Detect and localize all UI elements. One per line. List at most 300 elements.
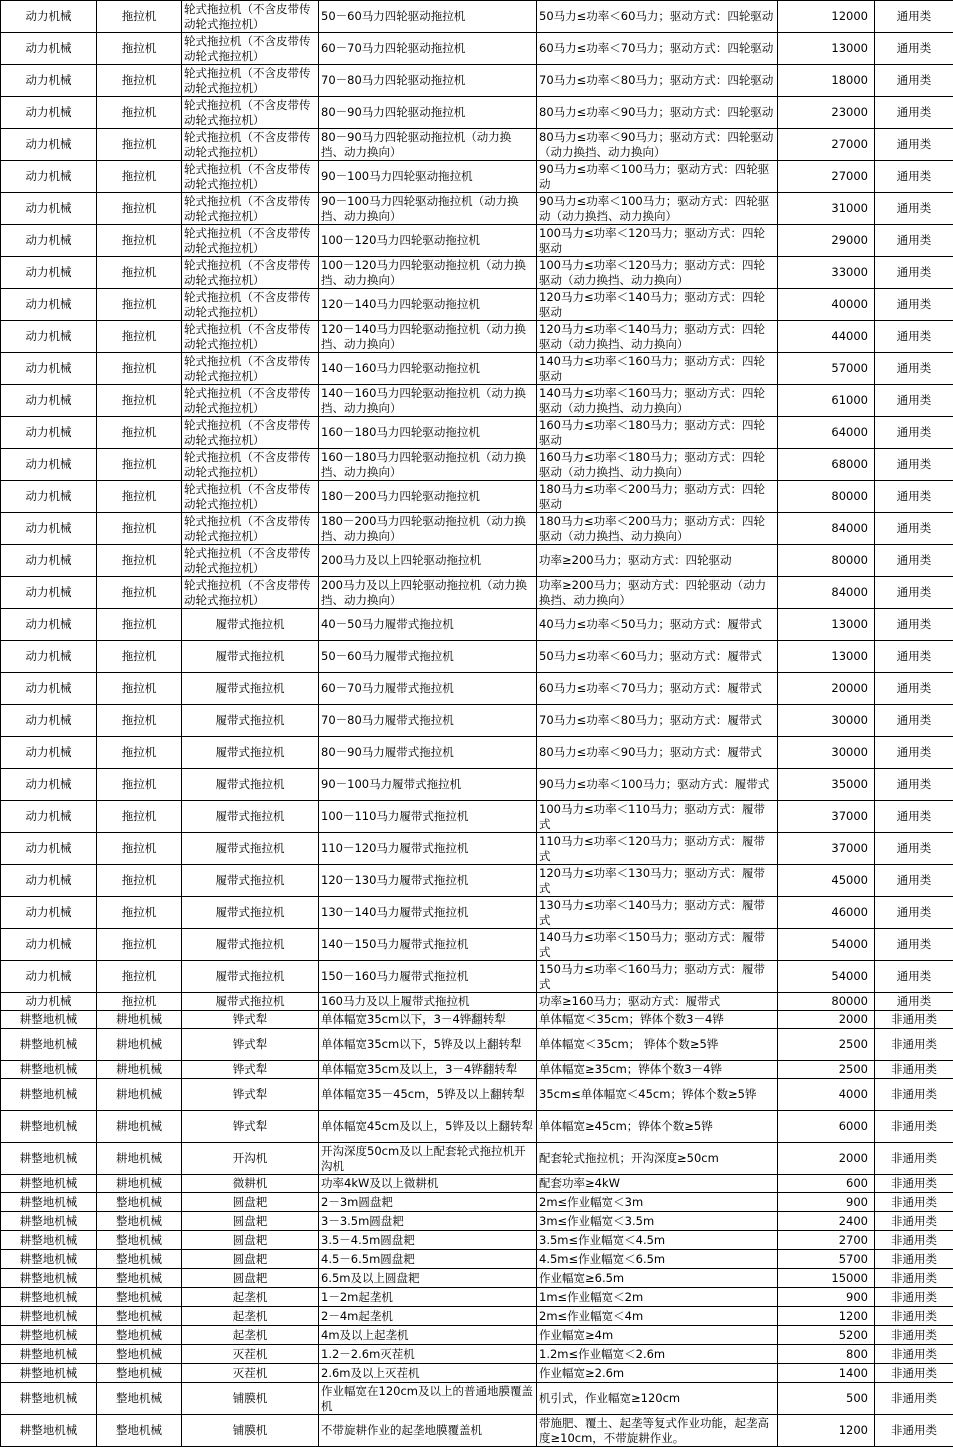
machine-type-cell: 通用类 (875, 545, 953, 577)
machine-type-cell: 通用类 (875, 737, 953, 769)
category-level3-cell: 履带式拖拉机 (182, 801, 319, 833)
table-row (1, 1212, 953, 1231)
category-level1-cell: 耕整地机械 (1, 1143, 97, 1175)
category-level3-cell: 起垄机 (182, 1326, 319, 1345)
category-level1-cell: 动力机械 (1, 353, 97, 385)
table-row (1, 1175, 953, 1193)
category-level1-cell: 耕整地机械 (1, 1250, 97, 1269)
subsidy-amount-cell: 20000 (778, 673, 875, 705)
machine-type-cell: 非通用类 (875, 1111, 953, 1143)
table-row (1, 1345, 953, 1364)
basic-spec-cell: 160马力≤功率＜180马力；驱动方式：四轮驱动（动力换挡、动力换向） (537, 449, 778, 481)
machine-type-cell: 通用类 (875, 449, 953, 481)
category-level2-cell: 耕地机械 (97, 1079, 182, 1111)
table-row (1, 97, 953, 129)
category-level3-cell: 轮式拖拉机（不含皮带传动轮式拖拉机） (182, 225, 319, 257)
grade-name-cell: 6.5m及以上圆盘耙 (319, 1269, 537, 1288)
grade-name-cell: 50－60马力四轮驱动拖拉机 (319, 1, 537, 33)
category-level1-cell: 动力机械 (1, 545, 97, 577)
category-level1-cell: 动力机械 (1, 833, 97, 865)
machine-type-cell: 通用类 (875, 865, 953, 897)
table-row (1, 1326, 953, 1345)
basic-spec-cell: 160马力≤功率＜180马力；驱动方式：四轮驱动 (537, 417, 778, 449)
category-level3-cell: 轮式拖拉机（不含皮带传动轮式拖拉机） (182, 481, 319, 513)
category-level1-cell: 动力机械 (1, 737, 97, 769)
category-level2-cell: 拖拉机 (97, 481, 182, 513)
category-level3-cell: 轮式拖拉机（不含皮带传动轮式拖拉机） (182, 65, 319, 97)
category-level3-cell: 轮式拖拉机（不含皮带传动轮式拖拉机） (182, 257, 319, 289)
category-level3-cell: 起垄机 (182, 1288, 319, 1307)
basic-spec-cell: 35cm≤单体幅宽＜45cm；铧体个数≥5铧 (537, 1079, 778, 1111)
basic-spec-cell: 80马力≤功率＜90马力；驱动方式：四轮驱动（动力换挡、动力换向） (537, 129, 778, 161)
basic-spec-cell: 单体幅宽≥45cm；铧体个数≥5铧 (537, 1111, 778, 1143)
category-level1-cell: 耕整地机械 (1, 1326, 97, 1345)
machine-type-cell: 通用类 (875, 929, 953, 961)
grade-name-cell: 3－3.5m圆盘耙 (319, 1212, 537, 1231)
category-level1-cell: 耕整地机械 (1, 1111, 97, 1143)
machine-type-cell: 通用类 (875, 353, 953, 385)
table-row (1, 1011, 953, 1029)
category-level1-cell: 动力机械 (1, 385, 97, 417)
category-level3-cell: 履带式拖拉机 (182, 705, 319, 737)
basic-spec-cell: 120马力≤功率＜140马力；驱动方式：四轮驱动 (537, 289, 778, 321)
category-level3-cell: 轮式拖拉机（不含皮带传动轮式拖拉机） (182, 193, 319, 225)
table-row (1, 321, 953, 353)
category-level1-cell: 动力机械 (1, 577, 97, 609)
basic-spec-cell: 180马力≤功率＜200马力；驱动方式：四轮驱动（动力换挡、动力换向） (537, 513, 778, 545)
subsidy-amount-cell: 13000 (778, 33, 875, 65)
grade-name-cell: 单体幅宽35－45cm，5铧及以上翻转犁 (319, 1079, 537, 1111)
category-level2-cell: 拖拉机 (97, 513, 182, 545)
category-level3-cell: 履带式拖拉机 (182, 993, 319, 1011)
subsidy-amount-cell: 61000 (778, 385, 875, 417)
category-level2-cell: 拖拉机 (97, 321, 182, 353)
category-level3-cell: 履带式拖拉机 (182, 833, 319, 865)
table-row (1, 1061, 953, 1079)
basic-spec-cell: 单体幅宽＜35cm；铧体个数3－4铧 (537, 1011, 778, 1029)
table-row (1, 1029, 953, 1061)
grade-name-cell: 1.2－2.6m灭茬机 (319, 1345, 537, 1364)
grade-name-cell: 70－80马力履带式拖拉机 (319, 705, 537, 737)
basic-spec-cell: 作业幅宽≥2.6m (537, 1364, 778, 1383)
table-row (1, 769, 953, 801)
grade-name-cell: 80－90马力履带式拖拉机 (319, 737, 537, 769)
machine-type-cell: 非通用类 (875, 1307, 953, 1326)
grade-name-cell: 50－60马力履带式拖拉机 (319, 641, 537, 673)
subsidy-amount-cell: 27000 (778, 161, 875, 193)
basic-spec-cell: 100马力≤功率＜120马力；驱动方式：四轮驱动（动力换挡、动力换向） (537, 257, 778, 289)
machine-type-cell: 非通用类 (875, 1175, 953, 1193)
grade-name-cell: 100－120马力四轮驱动拖拉机 (319, 225, 537, 257)
subsidy-amount-cell: 2000 (778, 1011, 875, 1029)
category-level2-cell: 拖拉机 (97, 833, 182, 865)
machine-type-cell: 通用类 (875, 705, 953, 737)
grade-name-cell: 140－150马力履带式拖拉机 (319, 929, 537, 961)
machine-type-cell: 通用类 (875, 417, 953, 449)
category-level1-cell: 动力机械 (1, 481, 97, 513)
table-row (1, 225, 953, 257)
category-level1-cell: 动力机械 (1, 33, 97, 65)
basic-spec-cell: 180马力≤功率＜200马力；驱动方式：四轮驱动 (537, 481, 778, 513)
basic-spec-cell: 80马力≤功率＜90马力；驱动方式：四轮驱动 (537, 97, 778, 129)
table-row (1, 1415, 953, 1447)
category-level1-cell: 耕整地机械 (1, 1269, 97, 1288)
category-level2-cell: 拖拉机 (97, 769, 182, 801)
category-level3-cell: 铧式犁 (182, 1079, 319, 1111)
category-level1-cell: 耕整地机械 (1, 1345, 97, 1364)
basic-spec-cell: 150马力≤功率＜160马力；驱动方式：履带式 (537, 961, 778, 993)
category-level1-cell: 动力机械 (1, 417, 97, 449)
basic-spec-cell: 功率≥200马力；驱动方式：四轮驱动 (537, 545, 778, 577)
subsidy-amount-cell: 80000 (778, 545, 875, 577)
basic-spec-cell: 140马力≤功率＜160马力；驱动方式：四轮驱动（动力换挡、动力换向） (537, 385, 778, 417)
table-row (1, 257, 953, 289)
category-level3-cell: 圆盘耙 (182, 1269, 319, 1288)
basic-spec-cell: 1.2m≤作业幅宽＜2.6m (537, 1345, 778, 1364)
category-level3-cell: 圆盘耙 (182, 1231, 319, 1250)
grade-name-cell: 80－90马力四轮驱动拖拉机 (319, 97, 537, 129)
category-level3-cell: 轮式拖拉机（不含皮带传动轮式拖拉机） (182, 385, 319, 417)
category-level2-cell: 整地机械 (97, 1231, 182, 1250)
machine-type-cell: 非通用类 (875, 1415, 953, 1447)
category-level2-cell: 拖拉机 (97, 65, 182, 97)
category-level2-cell: 拖拉机 (97, 801, 182, 833)
category-level2-cell: 拖拉机 (97, 929, 182, 961)
table-row (1, 385, 953, 417)
category-level1-cell: 耕整地机械 (1, 1383, 97, 1415)
basic-spec-cell: 70马力≤功率＜80马力；驱动方式：四轮驱动 (537, 65, 778, 97)
grade-name-cell: 120－140马力四轮驱动拖拉机（动力换挡、动力换向） (319, 321, 537, 353)
category-level2-cell: 整地机械 (97, 1250, 182, 1269)
category-level2-cell: 拖拉机 (97, 449, 182, 481)
basic-spec-cell: 2m≤作业幅宽＜4m (537, 1307, 778, 1326)
table-row (1, 161, 953, 193)
category-level2-cell: 整地机械 (97, 1193, 182, 1212)
basic-spec-cell: 单体幅宽≥35cm；铧体个数3－4铧 (537, 1061, 778, 1079)
category-level1-cell: 耕整地机械 (1, 1288, 97, 1307)
category-level3-cell: 履带式拖拉机 (182, 673, 319, 705)
basic-spec-cell: 作业幅宽≥4m (537, 1326, 778, 1345)
category-level3-cell: 铧式犁 (182, 1111, 319, 1143)
category-level2-cell: 拖拉机 (97, 161, 182, 193)
machine-type-cell: 非通用类 (875, 1345, 953, 1364)
grade-name-cell: 单体幅宽35cm以下，5铧及以上翻转犁 (319, 1029, 537, 1061)
category-level2-cell: 耕地机械 (97, 1175, 182, 1193)
grade-name-cell: 90－100马力四轮驱动拖拉机（动力换挡、动力换向） (319, 193, 537, 225)
table-row (1, 1231, 953, 1250)
category-level1-cell: 耕整地机械 (1, 1212, 97, 1231)
basic-spec-cell: 功率≥200马力；驱动方式：四轮驱动（动力换挡、动力换向） (537, 577, 778, 609)
basic-spec-cell: 1m≤作业幅宽＜2m (537, 1288, 778, 1307)
subsidy-amount-cell: 2400 (778, 1212, 875, 1231)
basic-spec-cell: 110马力≤功率＜120马力；驱动方式：履带式 (537, 833, 778, 865)
subsidy-amount-cell: 37000 (778, 801, 875, 833)
category-level1-cell: 动力机械 (1, 65, 97, 97)
table-row (1, 897, 953, 929)
subsidy-amount-cell: 80000 (778, 481, 875, 513)
category-level3-cell: 轮式拖拉机（不含皮带传动轮式拖拉机） (182, 129, 319, 161)
subsidy-amount-cell: 84000 (778, 513, 875, 545)
category-level1-cell: 动力机械 (1, 289, 97, 321)
category-level3-cell: 轮式拖拉机（不含皮带传动轮式拖拉机） (182, 289, 319, 321)
machine-type-cell: 非通用类 (875, 1212, 953, 1231)
category-level3-cell: 履带式拖拉机 (182, 897, 319, 929)
subsidy-amount-cell: 45000 (778, 865, 875, 897)
subsidy-amount-cell: 2000 (778, 1143, 875, 1175)
machine-type-cell: 通用类 (875, 769, 953, 801)
subsidy-amount-cell: 13000 (778, 641, 875, 673)
category-level2-cell: 拖拉机 (97, 993, 182, 1011)
category-level1-cell: 耕整地机械 (1, 1175, 97, 1193)
category-level1-cell: 耕整地机械 (1, 1415, 97, 1447)
machine-type-cell: 非通用类 (875, 1269, 953, 1288)
category-level1-cell: 动力机械 (1, 1, 97, 33)
subsidy-amount-cell: 900 (778, 1193, 875, 1212)
category-level3-cell: 铧式犁 (182, 1011, 319, 1029)
table-row (1, 929, 953, 961)
category-level3-cell: 圆盘耙 (182, 1212, 319, 1231)
category-level1-cell: 动力机械 (1, 705, 97, 737)
basic-spec-cell: 60马力≤功率＜70马力；驱动方式：履带式 (537, 673, 778, 705)
grade-name-cell: 150－160马力履带式拖拉机 (319, 961, 537, 993)
table-row (1, 65, 953, 97)
subsidy-amount-cell: 1200 (778, 1415, 875, 1447)
table-body (1, 1, 953, 1447)
subsidy-amount-cell: 37000 (778, 833, 875, 865)
table-row (1, 609, 953, 641)
category-level2-cell: 整地机械 (97, 1345, 182, 1364)
category-level1-cell: 动力机械 (1, 609, 97, 641)
grade-name-cell: 140－160马力四轮驱动拖拉机（动力换挡、动力换向） (319, 385, 537, 417)
subsidy-amount-cell: 54000 (778, 929, 875, 961)
category-level3-cell: 微耕机 (182, 1175, 319, 1193)
grade-name-cell: 110－120马力履带式拖拉机 (319, 833, 537, 865)
category-level2-cell: 整地机械 (97, 1269, 182, 1288)
machine-type-cell: 通用类 (875, 513, 953, 545)
machine-type-cell: 通用类 (875, 481, 953, 513)
grade-name-cell: 80－90马力四轮驱动拖拉机（动力换挡、动力换向） (319, 129, 537, 161)
category-level2-cell: 拖拉机 (97, 545, 182, 577)
machine-type-cell: 通用类 (875, 257, 953, 289)
category-level1-cell: 动力机械 (1, 897, 97, 929)
basic-spec-cell: 3.5m≤作业幅宽＜4.5m (537, 1231, 778, 1250)
basic-spec-cell: 50马力≤功率＜60马力；驱动方式：四轮驱动 (537, 1, 778, 33)
subsidy-amount-cell: 54000 (778, 961, 875, 993)
basic-spec-cell: 100马力≤功率＜110马力；驱动方式：履带式 (537, 801, 778, 833)
basic-spec-cell: 4.5m≤作业幅宽＜6.5m (537, 1250, 778, 1269)
machine-type-cell: 非通用类 (875, 1079, 953, 1111)
basic-spec-cell: 90马力≤功率＜100马力；驱动方式：四轮驱动（动力换挡、动力换向） (537, 193, 778, 225)
subsidy-amount-cell: 46000 (778, 897, 875, 929)
subsidy-amount-cell: 35000 (778, 769, 875, 801)
grade-name-cell: 40－50马力履带式拖拉机 (319, 609, 537, 641)
category-level2-cell: 拖拉机 (97, 609, 182, 641)
subsidy-amount-cell: 57000 (778, 353, 875, 385)
category-level2-cell: 拖拉机 (97, 865, 182, 897)
category-level3-cell: 履带式拖拉机 (182, 641, 319, 673)
subsidy-amount-cell: 30000 (778, 705, 875, 737)
machine-type-cell: 非通用类 (875, 1288, 953, 1307)
subsidy-amount-cell: 2500 (778, 1029, 875, 1061)
category-level2-cell: 拖拉机 (97, 225, 182, 257)
category-level1-cell: 动力机械 (1, 641, 97, 673)
category-level3-cell: 开沟机 (182, 1143, 319, 1175)
category-level1-cell: 动力机械 (1, 513, 97, 545)
table-row (1, 33, 953, 65)
basic-spec-cell: 70马力≤功率＜80马力；驱动方式：履带式 (537, 705, 778, 737)
machine-type-cell: 通用类 (875, 385, 953, 417)
table-row (1, 1383, 953, 1415)
machine-type-cell: 通用类 (875, 65, 953, 97)
machine-type-cell: 非通用类 (875, 1250, 953, 1269)
category-level3-cell: 轮式拖拉机（不含皮带传动轮式拖拉机） (182, 33, 319, 65)
grade-name-cell: 单体幅宽35cm以下，3－4铧翻转犁 (319, 1011, 537, 1029)
category-level2-cell: 拖拉机 (97, 97, 182, 129)
category-level1-cell: 耕整地机械 (1, 1011, 97, 1029)
grade-name-cell: 单体幅宽35cm及以上，3－4铧翻转犁 (319, 1061, 537, 1079)
subsidy-amount-cell: 29000 (778, 225, 875, 257)
category-level2-cell: 拖拉机 (97, 897, 182, 929)
category-level1-cell: 耕整地机械 (1, 1029, 97, 1061)
table-row (1, 993, 953, 1011)
grade-name-cell: 不带旋耕作业的起垄地膜覆盖机 (319, 1415, 537, 1447)
machine-type-cell: 通用类 (875, 897, 953, 929)
category-level3-cell: 轮式拖拉机（不含皮带传动轮式拖拉机） (182, 577, 319, 609)
category-level3-cell: 起垄机 (182, 1307, 319, 1326)
category-level3-cell: 圆盘耙 (182, 1250, 319, 1269)
basic-spec-cell: 130马力≤功率＜140马力；驱动方式：履带式 (537, 897, 778, 929)
grade-name-cell: 120－130马力履带式拖拉机 (319, 865, 537, 897)
table-row (1, 737, 953, 769)
category-level2-cell: 拖拉机 (97, 961, 182, 993)
subsidy-amount-cell: 500 (778, 1383, 875, 1415)
category-level2-cell: 整地机械 (97, 1383, 182, 1415)
category-level3-cell: 轮式拖拉机（不含皮带传动轮式拖拉机） (182, 1, 319, 33)
table-row (1, 1, 953, 33)
category-level3-cell: 灭茬机 (182, 1345, 319, 1364)
category-level2-cell: 整地机械 (97, 1212, 182, 1231)
basic-spec-cell: 作业幅宽≥6.5m (537, 1269, 778, 1288)
basic-spec-cell: 140马力≤功率＜150马力；驱动方式：履带式 (537, 929, 778, 961)
table-row (1, 1307, 953, 1326)
category-level3-cell: 圆盘耙 (182, 1193, 319, 1212)
category-level2-cell: 拖拉机 (97, 737, 182, 769)
grade-name-cell: 180－200马力四轮驱动拖拉机（动力换挡、动力换向） (319, 513, 537, 545)
category-level3-cell: 履带式拖拉机 (182, 865, 319, 897)
machine-type-cell: 通用类 (875, 129, 953, 161)
subsidy-amount-cell: 2700 (778, 1231, 875, 1250)
basic-spec-cell: 带施肥、覆土、起垄等复式作业功能，起垄高度≥10cm，不带旋耕作业。 (537, 1415, 778, 1447)
machine-type-cell: 非通用类 (875, 1364, 953, 1383)
basic-spec-cell: 60马力≤功率＜70马力；驱动方式：四轮驱动 (537, 33, 778, 65)
grade-name-cell: 90－100马力履带式拖拉机 (319, 769, 537, 801)
category-level2-cell: 拖拉机 (97, 577, 182, 609)
grade-name-cell: 140－160马力四轮驱动拖拉机 (319, 353, 537, 385)
subsidy-amount-cell: 1400 (778, 1364, 875, 1383)
category-level1-cell: 动力机械 (1, 225, 97, 257)
category-level2-cell: 整地机械 (97, 1288, 182, 1307)
basic-spec-cell: 120马力≤功率＜140马力；驱动方式：四轮驱动（动力换挡、动力换向） (537, 321, 778, 353)
grade-name-cell: 70－80马力四轮驱动拖拉机 (319, 65, 537, 97)
category-level2-cell: 整地机械 (97, 1307, 182, 1326)
machine-type-cell: 通用类 (875, 961, 953, 993)
basic-spec-cell: 配套功率≥4kW (537, 1175, 778, 1193)
basic-spec-cell: 50马力≤功率＜60马力；驱动方式：履带式 (537, 641, 778, 673)
table-row (1, 833, 953, 865)
table-row (1, 705, 953, 737)
category-level3-cell: 铺膜机 (182, 1383, 319, 1415)
grade-name-cell: 100－120马力四轮驱动拖拉机（动力换挡、动力换向） (319, 257, 537, 289)
grade-name-cell: 60－70马力四轮驱动拖拉机 (319, 33, 537, 65)
category-level1-cell: 耕整地机械 (1, 1061, 97, 1079)
category-level3-cell: 铺膜机 (182, 1415, 319, 1447)
table-row (1, 449, 953, 481)
grade-name-cell: 1－2m起垄机 (319, 1288, 537, 1307)
category-level1-cell: 动力机械 (1, 161, 97, 193)
category-level2-cell: 拖拉机 (97, 129, 182, 161)
category-level3-cell: 轮式拖拉机（不含皮带传动轮式拖拉机） (182, 97, 319, 129)
grade-name-cell: 3.5－4.5m圆盘耙 (319, 1231, 537, 1250)
table-row (1, 417, 953, 449)
category-level2-cell: 拖拉机 (97, 353, 182, 385)
subsidy-amount-cell: 30000 (778, 737, 875, 769)
basic-spec-cell: 配套轮式拖拉机；开沟深度≥50cm (537, 1143, 778, 1175)
basic-spec-cell: 140马力≤功率＜160马力；驱动方式：四轮驱动 (537, 353, 778, 385)
grade-name-cell: 2－4m起垄机 (319, 1307, 537, 1326)
subsidy-amount-cell: 40000 (778, 289, 875, 321)
category-level3-cell: 履带式拖拉机 (182, 737, 319, 769)
category-level3-cell: 轮式拖拉机（不含皮带传动轮式拖拉机） (182, 353, 319, 385)
table-row (1, 577, 953, 609)
table-row (1, 1193, 953, 1212)
category-level1-cell: 动力机械 (1, 97, 97, 129)
machine-type-cell: 通用类 (875, 673, 953, 705)
basic-spec-cell: 机引式，作业幅宽≥120cm (537, 1383, 778, 1415)
category-level3-cell: 铧式犁 (182, 1061, 319, 1079)
table-row (1, 1364, 953, 1383)
basic-spec-cell: 100马力≤功率＜120马力；驱动方式：四轮驱动 (537, 225, 778, 257)
grade-name-cell: 200马力及以上四轮驱动拖拉机（动力换挡、动力换向） (319, 577, 537, 609)
category-level1-cell: 动力机械 (1, 193, 97, 225)
category-level1-cell: 动力机械 (1, 929, 97, 961)
category-level1-cell: 动力机械 (1, 129, 97, 161)
machine-type-cell: 通用类 (875, 801, 953, 833)
basic-spec-cell: 功率≥160马力；驱动方式：履带式 (537, 993, 778, 1011)
category-level2-cell: 耕地机械 (97, 1029, 182, 1061)
table-row (1, 513, 953, 545)
category-level2-cell: 拖拉机 (97, 1, 182, 33)
table-row (1, 1111, 953, 1143)
machine-type-cell: 通用类 (875, 1, 953, 33)
category-level3-cell: 灭茬机 (182, 1364, 319, 1383)
category-level2-cell: 耕地机械 (97, 1143, 182, 1175)
category-level2-cell: 整地机械 (97, 1415, 182, 1447)
basic-spec-cell: 80马力≤功率＜90马力；驱动方式：履带式 (537, 737, 778, 769)
category-level2-cell: 整地机械 (97, 1326, 182, 1345)
category-level3-cell: 轮式拖拉机（不含皮带传动轮式拖拉机） (182, 449, 319, 481)
subsidy-amount-cell: 4000 (778, 1079, 875, 1111)
subsidy-amount-cell: 23000 (778, 97, 875, 129)
table-row (1, 353, 953, 385)
machine-type-cell: 通用类 (875, 33, 953, 65)
category-level3-cell: 履带式拖拉机 (182, 769, 319, 801)
machine-type-cell: 非通用类 (875, 1231, 953, 1250)
machine-type-cell: 通用类 (875, 609, 953, 641)
subsidy-amount-cell: 6000 (778, 1111, 875, 1143)
category-level2-cell: 拖拉机 (97, 417, 182, 449)
category-level3-cell: 轮式拖拉机（不含皮带传动轮式拖拉机） (182, 321, 319, 353)
category-level1-cell: 动力机械 (1, 321, 97, 353)
